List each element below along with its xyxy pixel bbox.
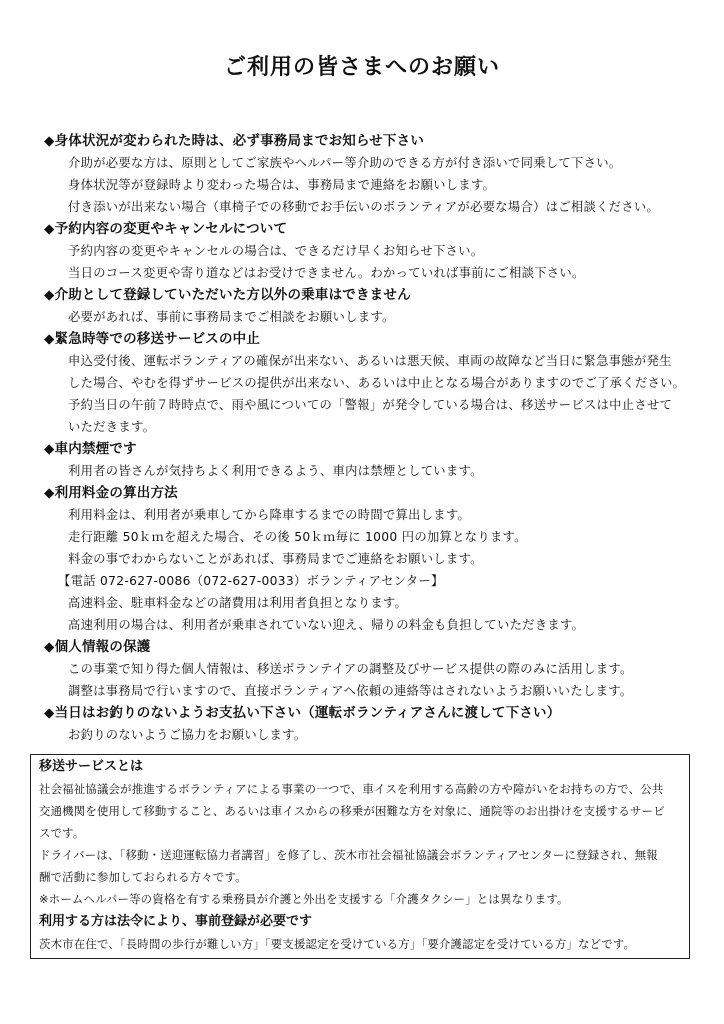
section-line: 走行距離 50ｋｍを超えた場合、その後 50ｋｍ毎に 1000 円の加算となります。	[68, 530, 527, 544]
section-line: 利用者の皆さんが気持ちよく利用できるよう、車内は禁煙としています。	[68, 464, 483, 478]
section-heading: ◆身体状況が変わられた時は、必ず事務局までお知らせ下さい	[44, 133, 425, 149]
section-line: 予約内容の変更やキャンセルの場合は、できるだけ早くお知らせ下さい。	[68, 244, 484, 258]
registration-heading: 利用する方は法令により、事前登録が必要です	[39, 914, 313, 929]
section-reservation-change	[44, 218, 694, 284]
section-line: 必要があれば、事前に事務局までご相談をお願いします。	[68, 310, 395, 324]
section-line: 調整は事務局で行いますので、直接ボランティアへ依頼の連絡等はされないようお願いいたします。	[68, 684, 633, 698]
info-box-line: 交通機関を使用して移動すること、あるいは車イスからの移乗が困難な方を対象に、通院等のお出掛けを支援するサービ	[39, 804, 665, 818]
section-heading: ◆緊急時等での移送サービスの中止	[44, 331, 261, 347]
eligibility-text	[39, 933, 681, 955]
section-line: 申込受付後、運転ボランティアの確保が出来ない、あるいは悪天候、車両の故障など当日に緊急事態が発生	[68, 354, 672, 368]
info-box-paragraph	[39, 778, 681, 910]
info-box-heading: 移送サービスとは	[39, 759, 144, 774]
section-line: 予約当日の午前７時時点で、雨や風についての「警報」が発令している場合は、移送サービスは中止させて	[68, 398, 673, 412]
info-box-line: ドライバーは、「移動・送迎運転協力者講習」を修了し、茨木市社会福祉協議会ボランティアセンターに登録され、無報	[39, 848, 658, 862]
section-heading: ◆介助として登録していただいた方以外の乗車はできません	[44, 287, 411, 303]
section-no-smoking	[44, 438, 694, 482]
info-box-line: 酬で活動に参加しておられる方々です。	[39, 870, 247, 884]
section-privacy	[44, 636, 694, 702]
section-line: 身体状況等が登録時より変わった場合は、事務局まで連絡をお願いします。	[68, 178, 496, 192]
section-fee-calculation	[44, 482, 694, 636]
section-line: お釣りのないようご協力をお願いします。	[68, 728, 307, 742]
section-line: 介助が必要な方は、原則としてご家族やヘルパー等介助のできる方が付き添いで同乗して下さい。	[68, 156, 622, 170]
section-line: 料金の事でわからないことがあれば、事務局までご連絡をお願いします。	[68, 552, 483, 566]
section-line: 付き添いが出来ない場合（車椅子での移動でお手伝いのボランティアが必要な場合）はご相談ください。	[68, 200, 660, 214]
info-box-line: スです。	[39, 826, 85, 840]
section-line: 当日のコース変更や寄り道などはお受けできません。わかっていれば事前にご相談下さい。	[68, 266, 585, 280]
section-line: 高速料金、駐車料金などの諸費用は利用者負担となります。	[68, 596, 408, 610]
info-box-line: 社会福祉協議会が推進するボランティアによる事業の一つで、車イスを利用する高齢の方や障がいをお持ちの方で、公共	[39, 782, 664, 796]
section-heading: ◆個人情報の保護	[44, 639, 151, 655]
section-heading: ◆当日はお釣りのないようお支払い下さい（運転ボランティアさんに渡して下さい）	[44, 705, 561, 721]
section-line: 高速利用の場合は、利用者が乗車されていない迎え、帰りの料金も負担していただきます。	[68, 618, 585, 632]
section-line: この事業で知り得た個人情報は、移送ボランテイアの調整及びサービス提供の際のみに活用します。	[68, 662, 633, 676]
section-passenger-restriction	[44, 284, 694, 328]
section-physical-condition	[44, 130, 694, 218]
info-box	[30, 754, 690, 959]
section-heading: ◆利用料金の算出方法	[44, 485, 178, 501]
section-heading: ◆予約内容の変更やキャンセルについて	[44, 221, 288, 237]
section-heading: ◆車内禁煙です	[44, 441, 137, 457]
section-emergency-cancellation	[44, 328, 694, 438]
section-line: 利用料金は、利用者が乗車してから降車するまでの時間で算出します。	[68, 508, 471, 522]
section-exact-payment	[44, 702, 694, 746]
section-line: いただきます。	[68, 420, 156, 434]
info-box-line: ※ホームヘルパー等の資格を有する乗務員が介護と外出を支援する「介護タクシー」とは異なります。	[39, 892, 569, 906]
info-box-line: 茨木市在住で、「長時間の歩行が難しい方」「要支援認定を受けている方」「要介護認定を受けている方」などです。	[39, 937, 636, 951]
page-title: ご利用の皆さまへのお願い	[223, 55, 500, 80]
section-line: した場合、やむを得ずサービスの提供が出来ない、あるいは中止となる場合がありますのでご了承ください。	[68, 376, 686, 390]
contact-phone-line: 【電話 072-627-0086（072-627-0033）ボランティアセンター】	[58, 574, 444, 588]
notice-sections	[44, 130, 694, 746]
